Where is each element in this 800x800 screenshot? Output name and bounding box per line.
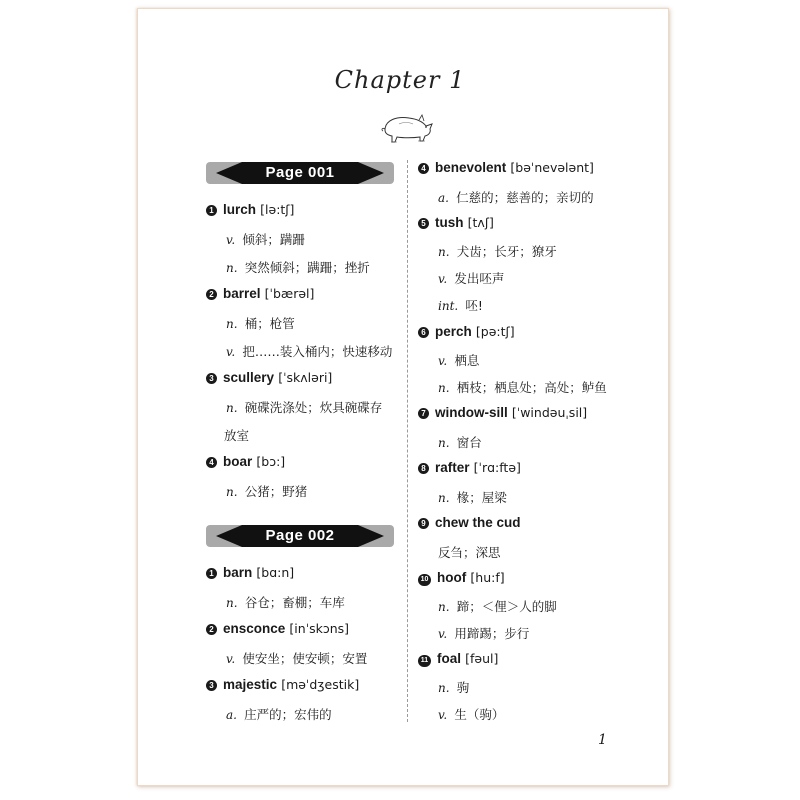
sense-meaning: 驹: [456, 680, 470, 695]
entry-sense: [226, 230, 305, 248]
sense-meaning: 公猪；野猪: [244, 484, 308, 499]
part-of-speech: v.: [226, 233, 236, 247]
entry-word: scullery: [223, 370, 275, 385]
sense-meaning: 椽；屋梁: [456, 490, 507, 505]
sense-meaning: 庄严的；宏伟的: [244, 707, 332, 722]
entry-headword: [418, 160, 594, 176]
entry-phonetic: [məˈdʒestik]: [281, 677, 360, 692]
entry-headword: [418, 215, 494, 231]
entry-headword: [418, 651, 498, 667]
entry-headword: [418, 570, 505, 586]
sense-meaning: 栖息: [454, 353, 480, 368]
entry-word: window-sill: [435, 405, 508, 420]
sense-meaning: 使安坐；使安顿；安置: [242, 651, 368, 666]
entry-number: 6: [418, 327, 429, 338]
sense-meaning: 窗台: [456, 435, 482, 450]
entry-word: barn: [223, 565, 253, 580]
sense-meaning: 桶；枪管: [244, 316, 295, 331]
sense-meaning: 呸!: [465, 298, 483, 313]
entry-number: 10: [418, 574, 431, 586]
entry-phonetic: [bɑ:n]: [256, 565, 295, 580]
part-of-speech: v.: [226, 652, 236, 666]
part-of-speech: n.: [226, 261, 238, 275]
entry-number: 11: [418, 655, 431, 667]
part-of-speech: n.: [438, 600, 450, 614]
entry-sense: [438, 543, 501, 561]
entry-word: hoof: [437, 570, 467, 585]
entry-number: 1: [206, 568, 217, 579]
part-of-speech: n.: [226, 317, 238, 331]
entry-word: chew the cud: [435, 515, 521, 530]
entry-word: tush: [435, 215, 464, 230]
entry-headword: [418, 460, 521, 476]
sense-meaning: 仁慈的；慈善的；亲切的: [456, 190, 594, 205]
entry-word: barrel: [223, 286, 261, 301]
sense-meaning: 栖枝；栖息处；高处；鲈鱼: [456, 380, 607, 395]
entry-number: 2: [206, 289, 217, 300]
entry-sense: [438, 678, 469, 696]
entry-word: foal: [437, 651, 462, 666]
entry-number: 3: [206, 680, 217, 691]
entry-sense: [438, 269, 504, 287]
entry-phonetic: [pə:tʃ]: [475, 324, 515, 339]
column-divider: [407, 160, 408, 722]
entry-headword: [206, 202, 294, 218]
part-of-speech: n.: [438, 491, 450, 505]
entry-word: majestic: [223, 677, 278, 692]
entry-headword: [206, 370, 332, 386]
entry-phonetic: [bəˈnevələnt]: [510, 160, 594, 175]
banner-label: Page 001: [265, 164, 335, 181]
entry-number: 4: [206, 457, 217, 468]
page-banner-002: [206, 525, 394, 547]
part-of-speech: n.: [226, 485, 238, 499]
sense-meaning: 倾斜；蹒跚: [242, 232, 305, 247]
entry-sense: [438, 296, 483, 314]
entry-sense: [226, 258, 370, 276]
part-of-speech: v.: [438, 627, 448, 641]
part-of-speech: n.: [226, 596, 238, 610]
page-number: 1: [598, 732, 607, 748]
entry-sense: [438, 488, 507, 506]
entry-headword: [418, 324, 515, 340]
sense-meaning: 犬齿；长牙；獠牙: [456, 244, 557, 259]
entry-headword: [418, 515, 521, 531]
sense-meaning: 反刍；深思: [438, 545, 501, 560]
entry-phonetic: [tʌʃ]: [467, 215, 494, 230]
entry-headword: [206, 621, 349, 637]
entry-number: 8: [418, 463, 429, 474]
pig-illustration: [377, 110, 437, 146]
entry-headword: [206, 454, 285, 470]
entry-word: rafter: [435, 460, 470, 475]
entry-phonetic: [ˈbærəl]: [264, 286, 315, 301]
entry-sense: [438, 433, 482, 451]
part-of-speech: v.: [438, 354, 448, 368]
entry-word: lurch: [223, 202, 257, 217]
entry-sense: [438, 351, 479, 369]
sense-meaning: 放室: [224, 428, 250, 443]
sense-meaning: 生（驹）: [454, 707, 505, 722]
entry-sense: [226, 314, 295, 332]
page-banner-001: [206, 162, 394, 184]
entry-phonetic: [ˈwindəuˌsil]: [511, 405, 588, 420]
part-of-speech: v.: [226, 345, 236, 359]
entry-sense: [438, 378, 607, 396]
part-of-speech: n.: [438, 245, 450, 259]
entry-phonetic: [ˈskʌləri]: [278, 370, 333, 385]
sense-meaning: 突然倾斜；蹒跚；挫折: [244, 260, 370, 275]
entry-number: 9: [418, 518, 429, 529]
entry-sense: [226, 649, 367, 667]
entry-word: perch: [435, 324, 472, 339]
sense-meaning: 碗碟洗涤处；炊具碗碟存: [244, 400, 383, 415]
entry-sense: [226, 342, 392, 360]
entry-headword: [206, 565, 294, 581]
entry-number: 3: [206, 373, 217, 384]
chapter-title: Chapter 1: [334, 66, 466, 94]
entry-phonetic: [hu:f]: [470, 570, 505, 585]
entry-phonetic: [lə:tʃ]: [260, 202, 295, 217]
entry-sense: [438, 188, 594, 206]
sense-meaning: 谷仓；畜棚；车库: [244, 595, 345, 610]
sense-meaning: 用蹄踢；步行: [454, 626, 530, 641]
part-of-speech: n.: [226, 401, 238, 415]
entry-headword: [206, 286, 314, 302]
part-of-speech: n.: [438, 436, 450, 450]
entry-phonetic: [inˈskɔns]: [289, 621, 350, 636]
entry-word: ensconce: [223, 621, 286, 636]
part-of-speech: n.: [438, 381, 450, 395]
entry-sense: [226, 593, 345, 611]
banner-label: Page 002: [265, 527, 335, 544]
entry-word: benevolent: [435, 160, 507, 175]
part-of-speech: int.: [438, 299, 459, 313]
entry-number: 7: [418, 408, 429, 419]
entry-number: 2: [206, 624, 217, 635]
part-of-speech: v.: [438, 272, 448, 286]
entry-phonetic: [ˈrɑ:ftə]: [473, 460, 521, 475]
sense-meaning: 把……装入桶内；快速移动: [242, 344, 393, 359]
sense-meaning: 发出呸声: [454, 271, 505, 286]
entry-phonetic: [fəul]: [465, 651, 499, 666]
entry-sense: [226, 705, 332, 723]
entry-word: boar: [223, 454, 253, 469]
entry-headword: [418, 405, 587, 421]
entry-headword: [206, 677, 359, 693]
part-of-speech: n.: [438, 681, 450, 695]
part-of-speech: a.: [226, 708, 237, 722]
part-of-speech: a.: [438, 191, 449, 205]
entry-number: 1: [206, 205, 217, 216]
entry-sense: [438, 624, 529, 642]
entry-number: 5: [418, 218, 429, 229]
entry-sense: [226, 398, 382, 416]
part-of-speech: v.: [438, 708, 448, 722]
sense-meaning: 蹄；＜俚＞人的脚: [456, 599, 557, 614]
entry-sense: [438, 242, 557, 260]
entry-sense: [438, 597, 557, 615]
entry-number: 4: [418, 163, 429, 174]
entry-sense: [438, 705, 504, 723]
entry-phonetic: [bɔ:]: [256, 454, 286, 469]
entry-sense: [226, 482, 307, 500]
entry-sense-continuation: [224, 426, 249, 444]
